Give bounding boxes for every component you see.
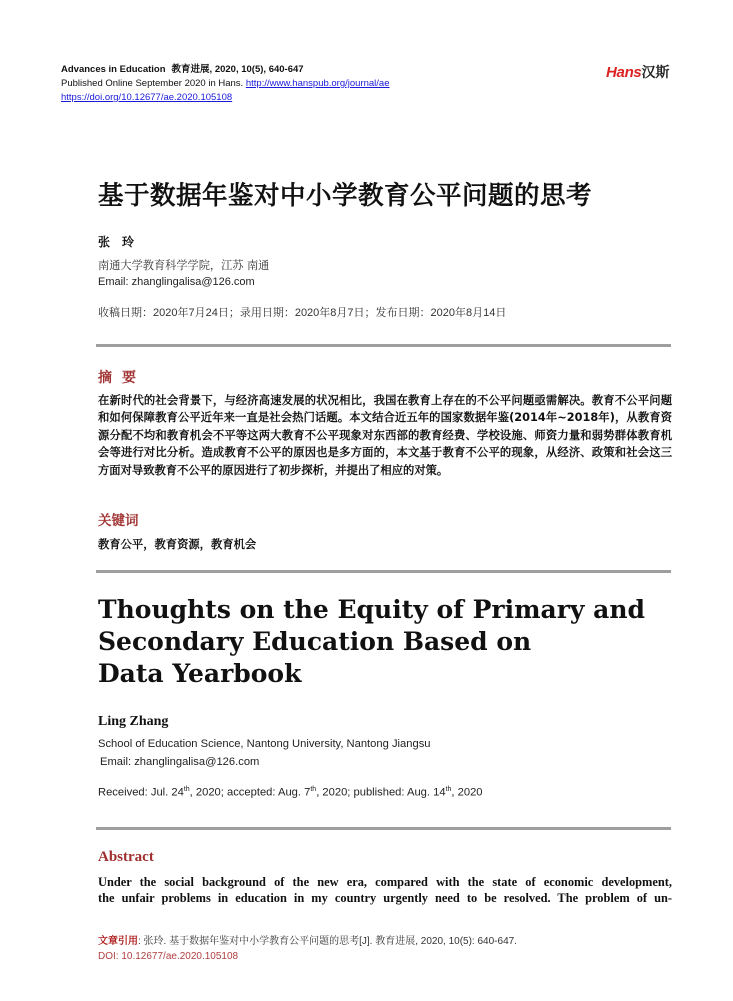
chinese-keywords-heading: 关键词 — [98, 513, 139, 528]
journal-info-line — [61, 63, 390, 77]
english-email: Email: zhanglingalisa@126.com — [100, 756, 260, 768]
divider-rule — [96, 827, 671, 830]
published-text: Published Online September 2020 in Hans. — [61, 78, 244, 89]
english-title-line: Thoughts on the Equity of Primary and — [98, 595, 645, 624]
logo-brand-cn: 汉斯 — [641, 64, 670, 80]
ordinal-suffix: th — [310, 786, 317, 793]
chinese-abstract-heading: 摘要 — [98, 369, 146, 385]
english-abstract-heading: Abstract — [98, 849, 154, 865]
chinese-affiliation: 南通大学教育科学学院，江苏 南通 — [98, 259, 270, 272]
chinese-dates: 收稿日期：2020年7月24日；录用日期：2020年8月7日；发布日期：2020年8月14日 — [98, 307, 507, 319]
citation-block — [98, 934, 517, 964]
accepted-date: , 2020; accepted: Aug. 7 — [189, 786, 311, 799]
chinese-title: 基于数据年鉴对中小学教育公平问题的思考 — [98, 181, 593, 211]
published-line — [61, 77, 390, 91]
hans-logo — [606, 63, 669, 82]
ordinal-suffix: th — [183, 786, 190, 793]
doi-url-link[interactable]: https://doi.org/10.12677/ae.2020.105108 — [61, 92, 233, 103]
english-abstract-text — [98, 874, 672, 906]
english-author: Ling Zhang — [98, 714, 169, 729]
journal-url-link[interactable]: http://www.hanspub.org/journal/ae — [245, 78, 390, 89]
chinese-keywords: 教育公平，教育资源，教育机会 — [98, 539, 257, 551]
english-title-line: Secondary Education Based on — [98, 627, 532, 656]
abstract-line: Under the social background of the new era, compared with the state of economic development, — [98, 875, 672, 889]
journal-name-cn: 教育进展 — [171, 64, 210, 75]
divider-rule — [96, 570, 671, 573]
chinese-author: 张玲 — [98, 235, 147, 249]
published-date: , 2020; published: Aug. 14 — [316, 786, 446, 799]
citation-label: 文章引用 — [98, 936, 138, 947]
volume-info: , 2020, 10(5), 640-647 — [209, 64, 304, 75]
divider-rule — [96, 344, 671, 347]
english-affiliation: School of Education Science, Nantong University, Nantong Jiangsu — [98, 738, 431, 750]
ordinal-suffix: th — [445, 786, 452, 793]
abstract-line: the unfair problems in education in my country urgently need to be resolved. The problem of un- — [98, 891, 672, 905]
english-title — [98, 594, 658, 690]
logo-brand: Hans — [606, 64, 642, 81]
english-title-line: Data Yearbook — [98, 659, 302, 688]
chinese-email: Email: zhanglingalisa@126.com — [98, 276, 255, 288]
chinese-abstract-text: 在新时代的社会背景下，与经济高速发展的状况相比，我国在教育上存在的不公平问题亟需解决。教育不公平问题和如何保障教育公平近年来一直是社会热门话题。本文结合近五年的国家数据年鉴(2014年~2018年)，从教育资源分配不均和教育机会不平等这两大教育不公平现象对东西部的教育经费、学校设施、师资力量和弱势群体教育机会等进行对比分析。造成教育不公平的原因也是多方面的，本文基于教育不公平的现象，从经济、政策和社会这三方面对导致教育不公平的原因进行了初步探析，并提出了相应的对策。 — [98, 394, 672, 477]
journal-name: Advances in Education — [61, 64, 166, 75]
citation-text: : 张玲. 基于数据年鉴对中小学教育公平问题的思考[J]. 教育进展, 2020, 10(5): 640-647. — [138, 936, 517, 947]
english-dates — [98, 786, 483, 799]
received-date: Received: Jul. 24 — [98, 786, 184, 799]
citation-doi[interactable]: DOI: 10.12677/ae.2020.105108 — [98, 951, 239, 962]
journal-header — [61, 63, 390, 105]
published-year: , 2020 — [451, 786, 483, 799]
